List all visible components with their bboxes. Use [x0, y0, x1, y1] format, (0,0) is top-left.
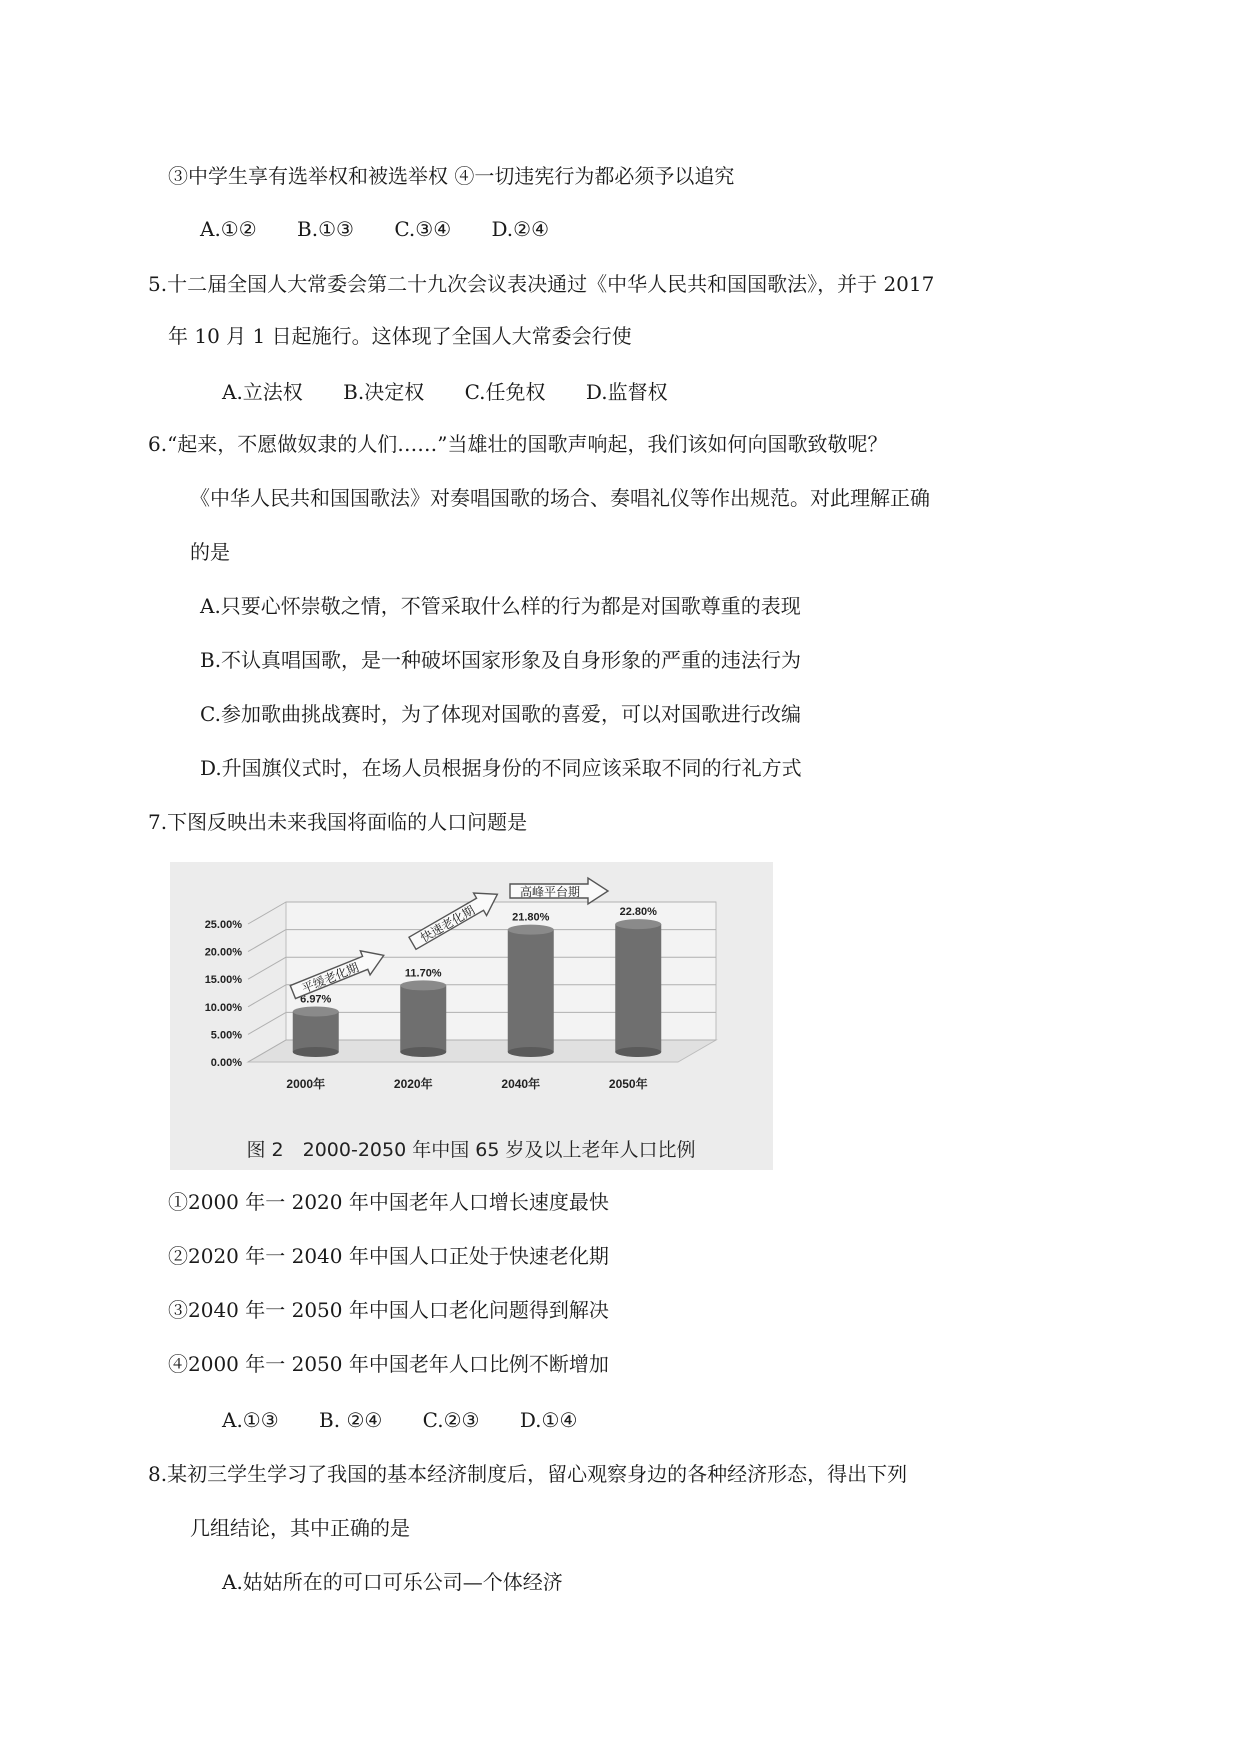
q7-option-d[interactable]: D.①④: [519, 1408, 578, 1432]
q4-statement-line: ③中学生享有选举权和被选举权 ④一切违宪行为都必须予以追究: [168, 164, 735, 188]
q8-option-a[interactable]: A.姑姑所在的可口可乐公司—个体经济: [222, 1570, 563, 1594]
y-tick-label: 10.00%: [204, 1001, 242, 1014]
q6-option-d[interactable]: D.升国旗仪式时，在场人员根据身份的不同应该采取不同的行礼方式: [200, 756, 802, 780]
category-label: 2000年: [286, 1077, 326, 1091]
bar-base: [293, 1047, 339, 1057]
bar-top: [508, 925, 554, 935]
y-tick-label: 25.00%: [204, 919, 242, 931]
q6-stem-line-1: 6.“起来，不愿做奴隶的人们……”当雄壮的国歌声响起，我们该如何向国歌致敬呢？: [148, 432, 888, 456]
gridline-diag: [248, 902, 286, 924]
q5-stem-line-2: 年 10 月 1 日起施行。这体现了全国人大常委会行使: [168, 324, 632, 348]
q5-option-a[interactable]: A.立法权: [222, 380, 303, 404]
q7-option-b[interactable]: B. ②④: [319, 1408, 383, 1432]
q4-option-b[interactable]: B.①③: [297, 217, 354, 241]
bar-2000年: [293, 1012, 339, 1052]
gridline-diag: [248, 957, 286, 979]
bar-2050年: [615, 924, 661, 1052]
gridline-diag: [248, 1012, 286, 1034]
q5-option-c[interactable]: C.任免权: [464, 380, 546, 404]
phase-label: 高峰平台期: [519, 885, 581, 899]
bar-base: [400, 1047, 446, 1057]
q6-option-b[interactable]: B.不认真唱国歌，是一种破坏国家形象及自身形象的严重的违法行为: [200, 648, 802, 672]
population-aging-figure: [170, 862, 773, 1170]
q4-options: [200, 215, 583, 243]
q7-statement-4: ④2000 年一 2050 年中国老年人口比例不断增加: [168, 1352, 609, 1376]
q7-option-a[interactable]: A.①③: [222, 1408, 279, 1432]
q7-options: [222, 1406, 611, 1434]
data-label: 11.70%: [404, 967, 442, 980]
q5-options: [222, 378, 702, 406]
bar-top: [293, 1007, 339, 1017]
figure-caption: 图 2 2000-2050 年中国 65 岁及以上老年人口比例: [246, 1139, 696, 1161]
aging-bar-chart: [170, 862, 773, 1170]
y-tick-label: 0.00%: [210, 1057, 242, 1069]
y-tick-label: 20.00%: [204, 946, 242, 959]
q7-statement-1: ①2000 年一 2020 年中国老年人口增长速度最快: [168, 1190, 609, 1214]
gridline-diag: [248, 985, 286, 1007]
q4-option-a[interactable]: A.①②: [200, 217, 257, 241]
data-label: 22.80%: [619, 906, 657, 919]
q8-stem-line-2: 几组结论，其中正确的是: [190, 1516, 410, 1540]
q6-stem-line-2: 《中华人民共和国国歌法》对奏唱国歌的场合、奏唱礼仪等作出规范。对此理解正确: [190, 486, 930, 510]
bar-base: [615, 1047, 661, 1057]
q5-option-b[interactable]: B.决定权: [343, 380, 425, 404]
data-label: 6.97%: [300, 993, 332, 1006]
q7-statement-3: ③2040 年一 2050 年中国人口老化问题得到解决: [168, 1298, 609, 1322]
category-label: 2040年: [501, 1077, 541, 1091]
q8-stem-line-1: 8.某初三学生学习了我国的基本经济制度后，留心观察身边的各种经济形态，得出下列: [148, 1462, 908, 1486]
q6-option-a[interactable]: A.只要心怀崇敬之情，不管采取什么样的行为都是对国歌尊重的表现: [200, 594, 801, 618]
data-label: 21.80%: [512, 911, 550, 924]
y-tick-label: 15.00%: [204, 974, 242, 987]
bar-2040年: [508, 930, 554, 1052]
y-tick-label: 5.00%: [210, 1029, 242, 1042]
q5-option-d[interactable]: D.监督权: [585, 380, 668, 404]
q7-stem: 7.下图反映出未来我国将面临的人口问题是: [148, 810, 528, 834]
q7-statement-2: ②2020 年一 2040 年中国人口正处于快速老化期: [168, 1244, 609, 1268]
phase-label: 快速老化期: [418, 903, 478, 946]
q6-stem-line-3: 的是: [190, 540, 230, 564]
q4-option-d[interactable]: D.②④: [491, 217, 550, 241]
bar-2020年: [400, 985, 446, 1052]
category-label: 2020年: [393, 1077, 433, 1091]
gridline-diag: [248, 930, 286, 952]
bar-top: [615, 919, 661, 929]
q5-stem-line-1: 5.十二届全国人大常委会第二十九次会议表决通过《中华人民共和国国歌法》，并于 2017: [148, 272, 935, 296]
bar-base: [508, 1047, 554, 1057]
phase-label: 平缓老化期: [299, 960, 361, 996]
phase-arrow: [510, 878, 608, 904]
q4-option-c[interactable]: C.③④: [394, 217, 452, 241]
category-label: 2050年: [608, 1077, 648, 1091]
bar-top: [400, 980, 446, 990]
q6-option-c[interactable]: C.参加歌曲挑战赛时，为了体现对国歌的喜爱，可以对国歌进行改编: [200, 702, 801, 726]
q7-option-c[interactable]: C.②③: [422, 1408, 480, 1432]
